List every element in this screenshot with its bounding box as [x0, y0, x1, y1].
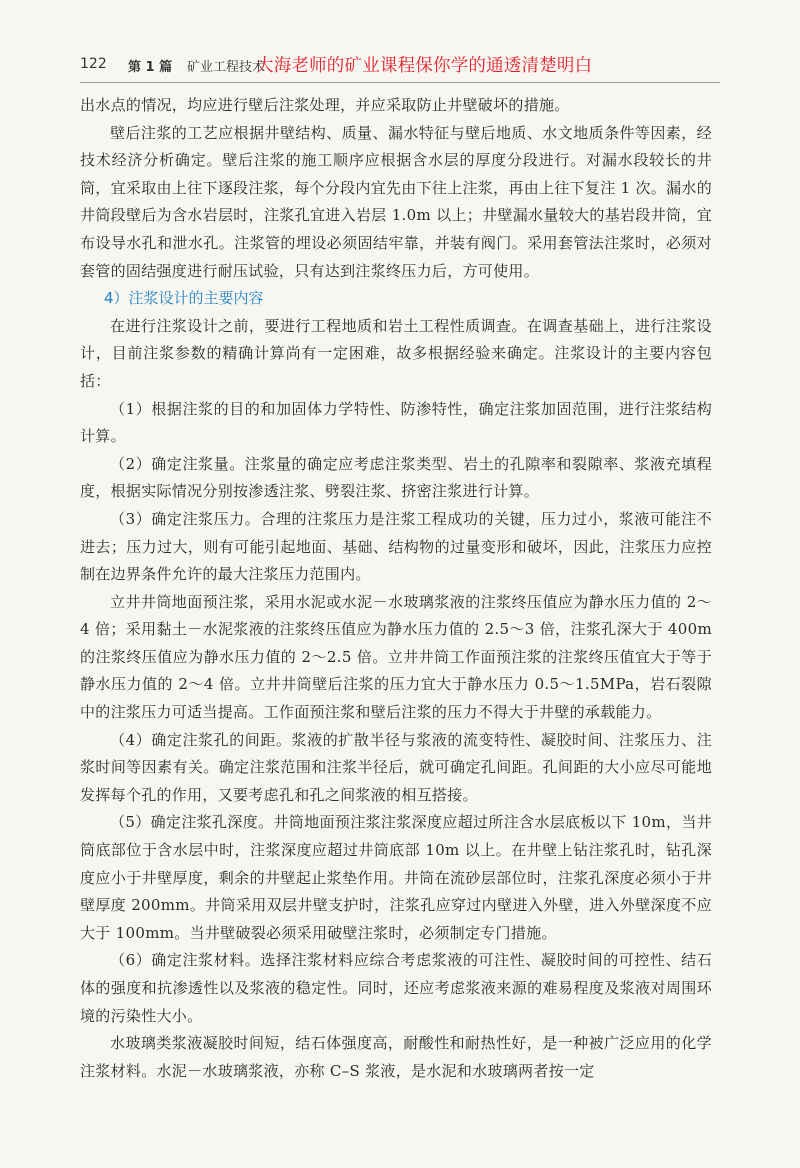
list-item-2: （2）确定注浆量。注浆量的确定应考虑注浆类型、岩土的孔隙率和裂隙率、浆液充填程度，根据实际情况分别按渗透注浆、劈裂注浆、挤密注浆进行计算。: [80, 454, 712, 501]
paragraph-design-intro: 在进行注浆设计之前，要进行工程地质和岩土工程性质调查。在调查基础上，进行注浆设计，目前注浆参数的精确计算尚有一定困难，故多根据经验来确定。注浆设计的主要内容包括：: [80, 316, 712, 390]
part-label: 第 1 篇: [128, 60, 173, 75]
body-text: [80, 92, 712, 1085]
paragraph-pressure-detail: 立井井筒地面预注浆，采用水泥或水泥－水玻璃浆液的注浆终压值应为静水压力值的 2～4 倍；采用黏土－水泥浆液的注浆终压值应为静水压力值的 2.5～3 倍，注浆孔深大于 400m 的注浆终压值应为静水压力值的 2～2.5 倍。立井井筒工作面预注浆的注浆终压值宜大于等于静水压力值的 2～4 倍。立井井筒壁后注浆的压力宜大于静水压力 0.5～1.5MPa，岩石裂隙中的注浆压力可适当提高。工作面预注浆和壁后注浆的压力不得大于井壁的承载能力。: [80, 592, 712, 722]
paragraph-continuation: 出水点的情况，均应进行壁后注浆处理，并应采取防止井壁破坏的措施。: [80, 96, 570, 114]
list-item-3: （3）确定注浆压力。合理的注浆压力是注浆工程成功的关键，压力过小，浆液可能注不进去；压力过大，则有可能引起地面、基础、结构物的过量变形和破坏，因此，注浆压力应控制在边界条件允许的最大注浆压力范围内。: [80, 509, 712, 584]
paragraph-water-glass: 水玻璃类浆液凝胶时间短，结石体强度高，耐酸性和耐热性好，是一种被广泛应用的化学注浆材料。水泥－水玻璃浆液，亦称 C–S 浆液，是水泥和水玻璃两者按一定: [80, 1034, 712, 1080]
paragraph-grouting-process: 壁后注浆的工艺应根据井壁结构、质量、漏水特征与壁后地质、水文地质条件等因素，经技术经济分析确定。壁后注浆的施工顺序应根据含水层的厚度分段进行。对漏水段较长的井筒，宜采取由上往下逐段注浆，每个分段内宜先由下往上注浆，再由上往下复注 1 次。漏水的井筒段壁后为含水岩层时，注浆孔宜进入岩层 1.0m 以上；井壁漏水量较大的基岩段井筒，宜布设导水孔和泄水孔。注浆管的埋设必须固结牢靠，并装有阀门。采用套管法注浆时，必须对套管的固结强度进行耐压试验，只有达到注浆终压力后，方可使用。: [80, 123, 712, 280]
watermark-text: 大海老师的矿业课程保你学的通透清楚明白: [256, 56, 593, 76]
section-heading: 4）注浆设计的主要内容: [104, 289, 264, 308]
header-divider: [80, 82, 720, 83]
section-title: 矿业工程技术: [187, 60, 266, 75]
list-item-5: （5）确定注浆孔深度。井筒地面预注浆注浆深度应超过所注含水层底板以下 10m，当井筒底部位于含水层中时，注浆深度应超过井筒底部 10m 以上。在井壁上钻注浆孔时，钻孔深度应小于井壁厚度，剩余的井壁起止浆垫作用。井筒在流砂层部位时，注浆孔深度必须小于井壁厚度 200mm。井筒采用双层井壁支护时，注浆孔应穿过内壁进入外壁，进入外壁深度不应大于 100mm。当井壁破裂必须采用破壁注浆时，必须制定专门措施。: [80, 813, 712, 942]
list-item-4: （4）确定注浆孔的间距。浆液的扩散半径与浆液的流变特性、凝胶时间、注浆压力、注浆时间等因素有关。确定注浆范围和注浆半径后，就可确定孔间距。孔间距的大小应尽可能地发挥每个孔的作用，又要考虑孔和孔之间浆液的相互搭接。: [80, 730, 712, 804]
list-item-6: （6）确定注浆材料。选择注浆材料应综合考虑浆液的可注性、凝胶时间的可控性、结石体的强度和抗渗透性以及浆液的稳定性。同时，还应考虑浆液来源的难易程度及浆液对周围环境的污染性大小。: [80, 951, 712, 1025]
page-number: 122: [80, 56, 107, 72]
list-item-1: （1）根据注浆的目的和加固体力学特性、防渗特性，确定注浆加固范围，进行注浆结构计算。: [80, 399, 712, 446]
page-header: [80, 52, 720, 82]
